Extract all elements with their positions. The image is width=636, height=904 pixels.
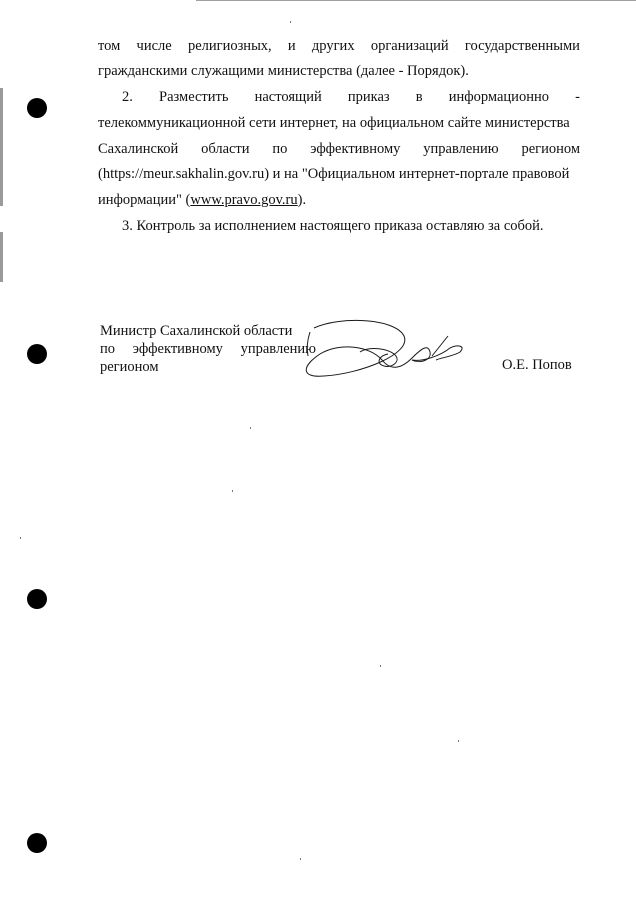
word: информационно — [448, 89, 549, 105]
signer-title-line — [100, 340, 316, 358]
paragraph-line: гражданскими служащими министерства (далее - Порядок). — [98, 63, 469, 79]
word: других — [311, 38, 355, 54]
word: государственными — [464, 38, 580, 54]
punch-hole — [27, 344, 47, 364]
punch-hole — [27, 833, 47, 853]
word: религиозных, — [187, 38, 272, 54]
word: по — [100, 341, 116, 357]
word: эффективному — [132, 341, 223, 357]
signer-name: О.Е. Попов — [502, 357, 572, 373]
word: настоящий — [254, 89, 322, 105]
word: в — [415, 89, 423, 105]
signature-stroke — [360, 349, 397, 367]
paragraph-line — [122, 88, 580, 106]
scan-speck — [250, 427, 251, 429]
text-fragment: информации" ( — [98, 192, 191, 208]
pravo-link[interactable]: www.pravo.gov.ru — [190, 192, 298, 208]
paragraph-line — [98, 191, 306, 209]
word: приказ — [347, 89, 390, 105]
word: - — [575, 89, 580, 105]
word: управлению — [423, 141, 499, 157]
word: Сахалинской — [98, 141, 179, 157]
scan-speck — [20, 537, 21, 539]
scan-speck — [380, 665, 381, 667]
scan-speck — [290, 21, 291, 23]
signature-block — [100, 322, 316, 376]
paragraph-line: (https://meur.sakhalin.gov.ru) и на "Официальном интернет-портале правовой — [98, 166, 570, 182]
paragraph-line — [98, 37, 580, 55]
word: эффективному — [310, 141, 401, 157]
signature-stroke — [412, 336, 462, 360]
scan-left-edge — [0, 88, 3, 206]
scan-speck — [232, 490, 233, 492]
word: Разместить — [159, 89, 229, 105]
paragraph-line — [98, 140, 580, 158]
scan-edge-line — [196, 0, 636, 1]
word: по — [272, 141, 288, 157]
scan-speck — [300, 858, 301, 860]
handwritten-signature — [300, 316, 478, 382]
punch-hole — [27, 589, 47, 609]
word: том — [98, 38, 121, 54]
word: организаций — [370, 38, 449, 54]
word: управлению — [240, 341, 316, 357]
signer-title-line: Министр Сахалинской области — [100, 323, 293, 339]
scan-speck — [458, 740, 459, 742]
list-number: 2. — [122, 89, 133, 105]
signer-title-line: регионом — [100, 359, 159, 375]
word: и — [287, 38, 296, 54]
paragraph-line: 3. Контроль за исполнением настоящего приказа оставляю за собой. — [122, 218, 544, 234]
signature-stroke — [307, 332, 310, 356]
word: числе — [136, 38, 172, 54]
paragraph-line: телекоммуникационной сети интернет, на официальном сайте министерства — [98, 115, 570, 131]
word: области — [201, 141, 250, 157]
text-fragment: ). — [297, 192, 307, 208]
punch-hole — [27, 98, 47, 118]
scan-left-edge — [0, 232, 3, 282]
word: регионом — [521, 141, 580, 157]
